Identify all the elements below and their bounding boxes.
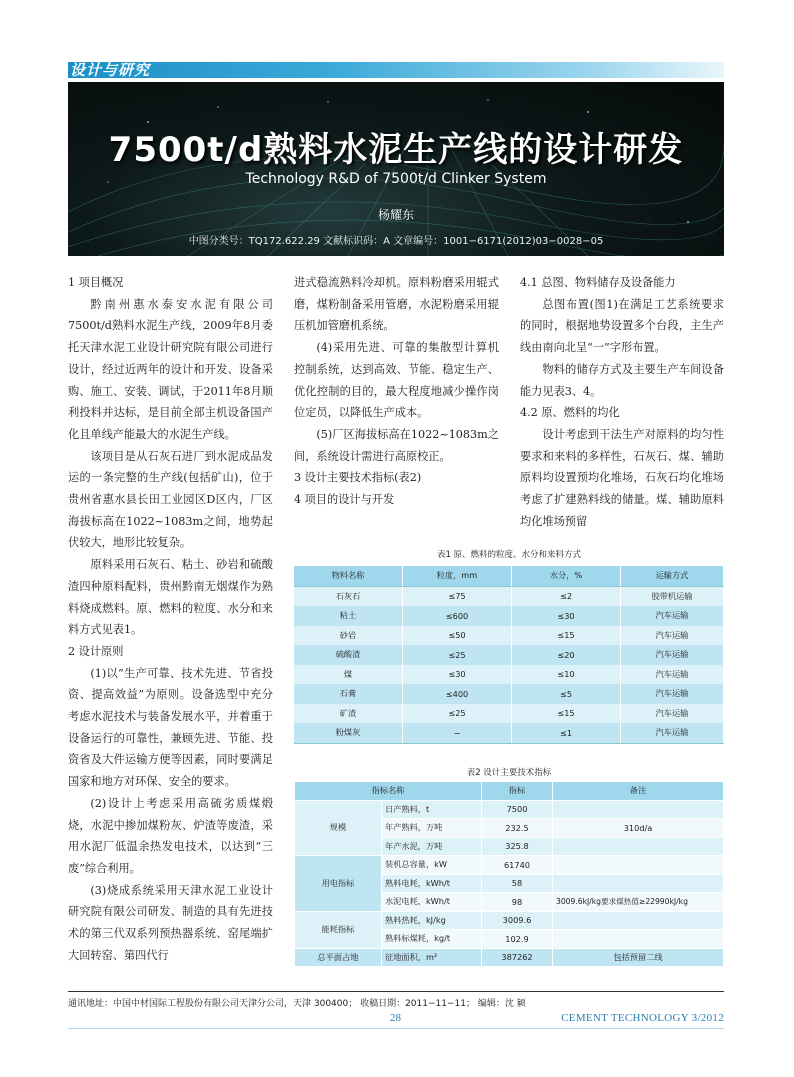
table-header-row <box>295 782 724 801</box>
section-heading: 4.1 总图、物料储存及设备能力 <box>520 276 676 289</box>
table-cell: 58 <box>482 874 553 893</box>
table-cell: 325.8 <box>482 837 553 856</box>
text-column-1 <box>68 272 273 967</box>
table-cell: 熟料热耗，kJ/kg <box>382 911 482 930</box>
table-cell: 387262 <box>482 948 553 967</box>
section-heading: 4.2 原、燃料的均化 <box>520 406 620 420</box>
table-cell: ≤15 <box>512 626 621 646</box>
paragraph: 物料的储存方式及主要生产车间设备能力见表3、4。 <box>520 362 724 398</box>
table-cell: ≤50 <box>403 626 512 646</box>
table-cell: 装机总容量，kW <box>382 856 482 875</box>
table-header-cell: 指标 <box>482 782 553 801</box>
table-cell: 102.9 <box>482 930 553 949</box>
section-heading: 2 设计原则 <box>68 644 124 658</box>
table-cell: 232.5 <box>482 819 553 838</box>
table-cell: 日产熟料，t <box>382 800 482 819</box>
classification-line: 中图分类号：TQ172.622.29 文献标识码：A 文章编号：1001−6171(2012)03−0028−05 <box>188 236 604 247</box>
table-row <box>294 586 724 606</box>
table-cell: 汽车运输 <box>621 684 724 704</box>
page-number: 28 <box>390 1012 401 1024</box>
table-cell <box>553 930 724 949</box>
table-cell: ≤25 <box>403 704 512 724</box>
table-row <box>294 665 724 685</box>
table-row <box>295 800 724 819</box>
table-cell: ≤25 <box>403 645 512 665</box>
table2-caption: 表2 设计主要技术指标 <box>466 768 552 778</box>
article-title-english: Technology R&D of 7500t/d Clinker System <box>245 171 547 187</box>
table-cell: 年产水泥，万吨 <box>382 837 482 856</box>
table-cell: 石膏 <box>294 684 403 704</box>
table-cell <box>553 874 724 893</box>
article-title: 7500t/d熟料水泥生产线的设计研发 <box>108 130 684 170</box>
table-row <box>294 704 724 724</box>
table-cell: 7500 <box>482 800 553 819</box>
section-heading: 3 设计主要技术指标(表2) <box>294 471 422 485</box>
table-cell: 熟料标煤耗，kg/t <box>382 930 482 949</box>
table2-technical-indicators <box>294 781 724 967</box>
table-cell: ≤5 <box>512 684 621 704</box>
table-row <box>294 645 724 665</box>
table-cell: 310d/a <box>553 819 724 838</box>
table-header-row <box>294 566 724 586</box>
table-cell: ≤2 <box>512 586 621 606</box>
author-name: 杨耀东 <box>377 208 414 222</box>
table-row <box>294 626 724 646</box>
table-cell: ≤30 <box>512 606 621 626</box>
table-cell: ≤1 <box>512 723 621 743</box>
table-cell: 包括预留二线 <box>553 948 724 967</box>
group-label: 用电指标 <box>295 856 382 912</box>
table-cell: 3009.6kJ/kg要求煤热值≥22990kJ/kg <box>553 893 724 912</box>
footnote: 通讯地址：中国中材国际工程股份有限公司天津分公司，天津 300400； 收稿日期：2011−11−11； 编辑：沈 颖 <box>68 991 724 1009</box>
group-label: 规模 <box>295 800 382 856</box>
table-cell: 粉煤灰 <box>294 723 403 743</box>
table-row <box>294 606 724 626</box>
text-column-2 <box>294 272 499 511</box>
section-tag: 设计与研究 <box>70 61 151 79</box>
paragraph: 原料采用石灰石、粘土、砂岩和硫酸渣四种原料配料，贵州黔南无烟煤作为熟料烧成燃料。原、燃料的粒度、水分和来料方式见表1。 <box>68 558 273 637</box>
table-cell: ≤30 <box>403 665 512 685</box>
text-column-3 <box>520 272 724 532</box>
table-cell: 3009.6 <box>482 911 553 930</box>
table-cell: 煤 <box>294 665 403 685</box>
table-header-cell: 备注 <box>553 782 724 801</box>
table-cell: 水泥电耗，kWh/t <box>382 893 482 912</box>
table-header-cell: 运输方式 <box>621 566 724 586</box>
journal-name: CEMENT TECHNOLOGY 3/2012 <box>561 1012 724 1024</box>
table-cell: 汽车运输 <box>621 645 724 665</box>
table-header-cell: 物料名称 <box>294 566 403 586</box>
table-cell: ≤600 <box>403 606 512 626</box>
table-header-cell: 水分，% <box>512 566 621 586</box>
table-cell: 石灰石 <box>294 586 403 606</box>
footer-rule <box>68 1028 724 1029</box>
paragraph: (2)设计上考虑采用高硫劣质煤煅烧，水泥中掺加煤粉灰、炉渣等废渣，采用水泥厂低温余热发电技术，以达到“三废”综合利用。 <box>68 796 273 875</box>
table1-caption: 表1 原、燃料的粒度、水分和来料方式 <box>436 550 582 560</box>
table-cell: 汽车运输 <box>621 626 724 646</box>
table-row <box>295 948 724 967</box>
paragraph: (3)烧成系统采用天津水泥工业设计研究院有限公司研发、制造的具有先进技术的第三代双系列预热器系统、窑尾端扩大回转窑、第四代行 <box>68 883 273 962</box>
paragraph: (4)采用先进、可靠的集散型计算机控制系统，达到高效、节能、稳定生产、优化控制的目的，最大程度地减少操作岗位定员，以降低生产成本。 <box>294 341 499 420</box>
table-header-cell: 粒度，mm <box>403 566 512 586</box>
group-label: 总平面占地 <box>295 948 382 967</box>
table-cell <box>553 837 724 856</box>
table-cell: 汽车运输 <box>621 606 724 626</box>
table-cell: 98 <box>482 893 553 912</box>
paragraph: 设计考虑到干法生产对原料的均匀性要求和来料的多样性，石灰石、煤、辅助原料均设置预均化堆场，石灰石均化堆场考虑了扩建熟料线的储量。煤、辅助原料均化堆场预留 <box>520 427 724 528</box>
table-row <box>294 723 724 743</box>
table-cell: ≤15 <box>512 704 621 724</box>
table-row <box>294 684 724 704</box>
group-label: 能耗指标 <box>295 911 382 948</box>
table-cell: 粘土 <box>294 606 403 626</box>
table-cell: − <box>403 723 512 743</box>
table1-material-properties <box>294 566 724 744</box>
paragraph: 进式稳流熟料冷却机。原料粉磨采用辊式磨，煤粉制备采用管磨，水泥粉磨采用辊压机加管磨机系统。 <box>294 276 499 333</box>
table-cell <box>553 911 724 930</box>
paragraph: 该项目是从石灰石进厂到水泥成品发运的一条完整的生产线(包括矿山)，位于贵州省惠水县长田工业园区D区内，厂区海拔标高在1022~1083m之间，地势起伏较大，地形比较复杂。 <box>68 449 273 550</box>
table-cell: 汽车运输 <box>621 665 724 685</box>
table-cell: 砂岩 <box>294 626 403 646</box>
section-banner <box>68 62 724 78</box>
table-cell <box>553 856 724 875</box>
table-cell: ≤20 <box>512 645 621 665</box>
paragraph: 总图布置(图1)在满足工艺系统要求的同时，根据地势设置多个台段，主生产线由南向北呈“一”字形布置。 <box>520 297 724 355</box>
section-heading: 4 项目的设计与开发 <box>294 493 395 507</box>
table-cell: 矿渣 <box>294 704 403 724</box>
paragraph: (5)厂区海拔标高在1022~1083m之间，系统设计需进行高原校正。 <box>294 427 499 463</box>
table-row <box>295 911 724 930</box>
table-cell <box>553 800 724 819</box>
table-cell: 胶带机运输 <box>621 586 724 606</box>
table-cell: ≤400 <box>403 684 512 704</box>
hero-banner <box>68 82 724 256</box>
table-cell: ≤10 <box>512 665 621 685</box>
paragraph: 黔南州惠水泰安水泥有限公司7500t/d熟料水泥生产线，2009年8月委托天津水泥工业设计研究院有限公司进行设计，经过近两年的设计和开发、设备采购、施工、安装、调试，于2011年8月顺利投料并达标，是目前全部主机设备国产化且单线产能最大的水泥生产线。 <box>68 297 273 441</box>
table-cell: 硫酸渣 <box>294 645 403 665</box>
table-cell: 征地面积，m² <box>382 948 482 967</box>
table-header-cell: 指标名称 <box>295 782 482 801</box>
table-cell: 熟料电耗，kWh/t <box>382 874 482 893</box>
section-heading: 1 项目概况 <box>68 276 124 289</box>
table-cell: ≤75 <box>403 586 512 606</box>
table-cell: 汽车运输 <box>621 704 724 724</box>
table-row <box>295 856 724 875</box>
paragraph: (1)以“生产可靠、技术先进、节省投资、提高效益”为原则。设备选型中充分考虑水泥技术与装备发展水平，并着重于设备运行的可靠性，兼顾先进、节能、投资省及大件运输方便等因素，同时要满足国家和地方对环保、安全的要求。 <box>68 666 273 789</box>
table-cell: 61740 <box>482 856 553 875</box>
table-cell: 年产熟料，万吨 <box>382 819 482 838</box>
table-cell: 汽车运输 <box>621 723 724 743</box>
